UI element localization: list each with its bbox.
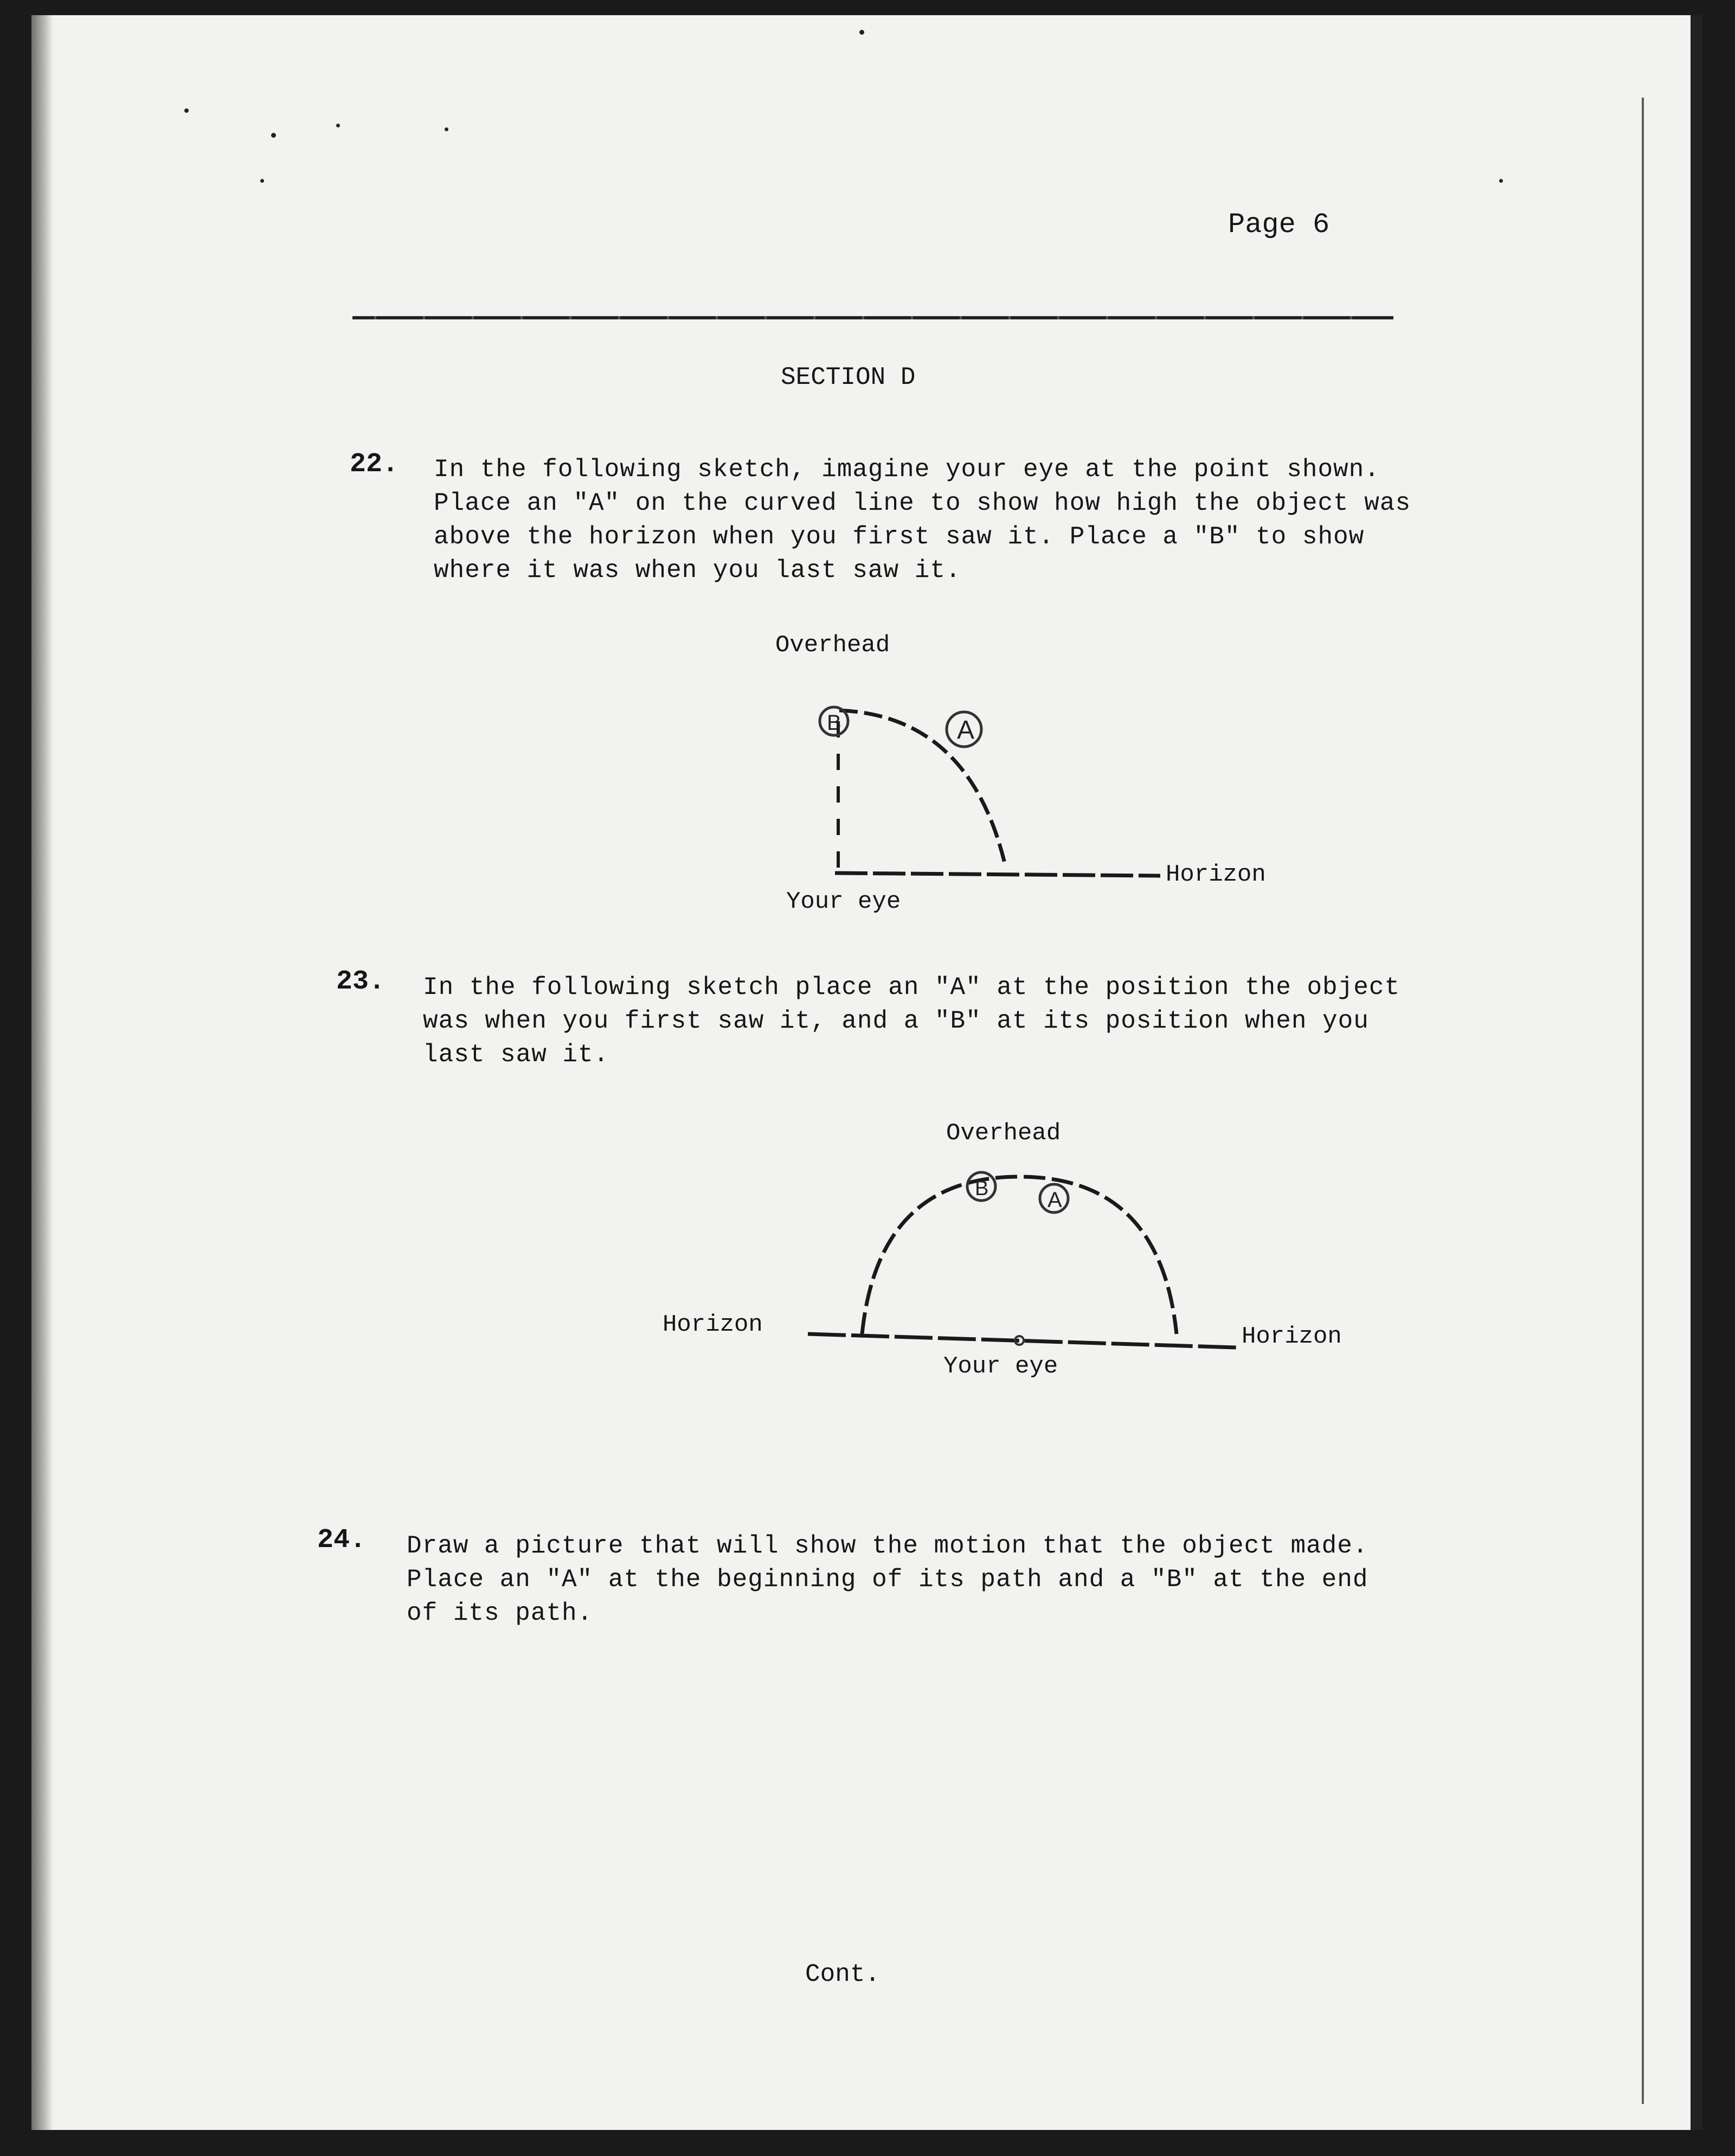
document-page	[31, 15, 1702, 2130]
ink-speck	[859, 30, 864, 35]
ink-speck	[184, 108, 189, 113]
question-22-number: 22.	[350, 449, 399, 480]
sketch2-eye-label: Your eye	[943, 1353, 1058, 1380]
sketch2-semicircle-arc	[802, 1155, 1258, 1361]
sketch2-overhead-label: Overhead	[946, 1120, 1061, 1147]
sketch2-curved-line	[862, 1177, 1177, 1334]
ink-speck	[271, 133, 276, 138]
question-24-line-2: Place an "A" at the beginning of its path and a "B" at the end	[407, 1565, 1368, 1594]
page-shadow-edge	[31, 15, 53, 2130]
question-24-line-3: of its path.	[407, 1599, 593, 1627]
sketch1-mark-a: A	[957, 716, 975, 745]
question-24-number: 24.	[317, 1525, 367, 1556]
sketch1-eye-label: Your eye	[786, 888, 901, 915]
sketch1-mark-b: B	[827, 711, 841, 735]
question-23-line-3: last saw it.	[423, 1041, 609, 1069]
sketch2-horizon-left-label: Horizon	[663, 1311, 763, 1338]
sketch1-horizon-label: Horizon	[1166, 861, 1266, 888]
sketch2-mark-a: A	[1048, 1188, 1062, 1212]
ink-speck	[260, 179, 264, 183]
sketch1-horizon-line	[835, 873, 1160, 876]
sketch2-horizon-right-label: Horizon	[1242, 1323, 1342, 1350]
question-23-line-1: In the following sketch place an "A" at the position the object	[423, 973, 1400, 1002]
continued-footer: Cont.	[805, 1960, 881, 1988]
question-22-line-4: where it was when you last saw it.	[434, 556, 961, 585]
sketch1-quarter-arc	[813, 689, 1193, 895]
ink-speck	[336, 124, 340, 127]
page-right-border	[1691, 15, 1702, 2130]
question-23-number: 23.	[336, 966, 385, 997]
question-23-line-2: was when you first saw it, and a "B" at its position when you	[423, 1007, 1369, 1035]
ink-speck	[1499, 179, 1503, 183]
ink-speck	[445, 127, 448, 131]
page-number: Page 6	[1228, 209, 1330, 241]
section-title: SECTION D	[781, 363, 916, 392]
sketch1-overhead-label: Overhead	[775, 632, 890, 659]
question-22-line-2: Place an "A" on the curved line to show how high the object was	[434, 489, 1411, 517]
header-rule	[352, 316, 1393, 319]
right-margin-rule	[1642, 98, 1644, 2104]
question-22-line-3: above the horizon when you first saw it. Place a "B" to show	[434, 523, 1365, 551]
sketch2-mark-b: B	[975, 1177, 989, 1200]
question-22-line-1: In the following sketch, imagine your eye at the point shown.	[434, 455, 1380, 484]
question-24-line-1: Draw a picture that will show the motion that the object made.	[407, 1532, 1368, 1560]
